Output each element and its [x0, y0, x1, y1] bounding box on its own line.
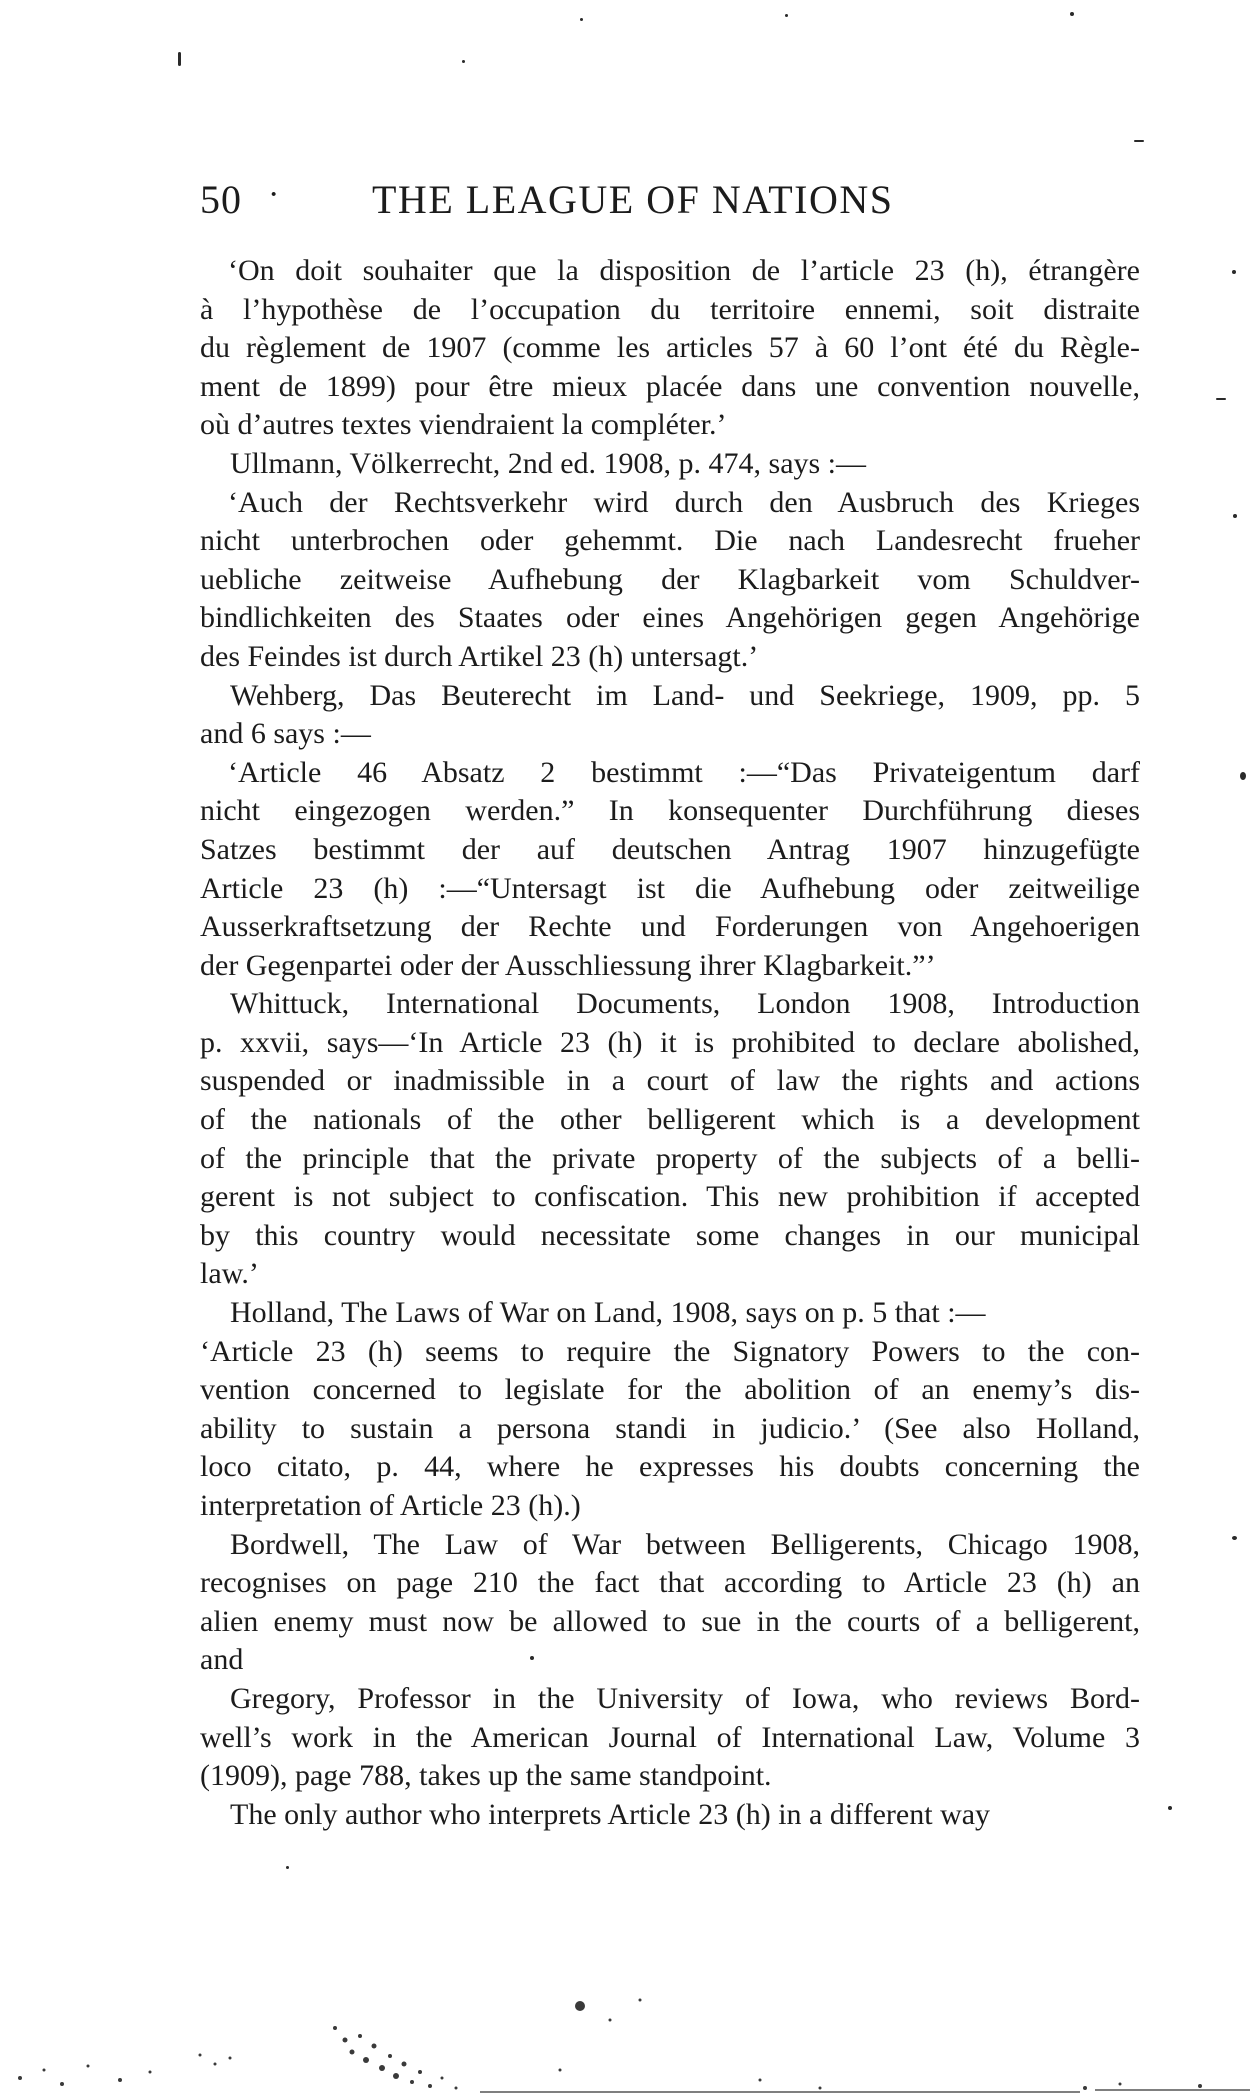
text-line: suspended or inadmissible in a court of law the rights and actions — [200, 1064, 1140, 1098]
text-line: Ullmann, Völkerrecht, 2nd ed. 1908, p. 474, says :— — [230, 446, 867, 480]
text-line: law.’ — [200, 1257, 259, 1291]
body-text — [200, 252, 1140, 1834]
text-line: vention concerned to legislate for the abolition of an enemy’s dis- — [200, 1373, 1140, 1407]
text-line: and — [200, 1643, 244, 1677]
page-number: 50 — [200, 177, 242, 222]
text-line: der Gegenpartei oder der Ausschliessung ihrer Klagbarkeit.”’ — [200, 948, 936, 982]
text-line: gerent is not subject to confiscation. This new prohibition if accepted — [200, 1180, 1140, 1214]
text-line: bindlichkeiten des Staates oder eines Angehörigen gegen Angehörige — [200, 601, 1140, 635]
text-line: p. xxvii, says—‘In Article 23 (h) it is prohibited to declare abolished, — [200, 1025, 1140, 1059]
text-line: ability to sustain a persona standi in judicio.’ (See also Holland, — [200, 1411, 1140, 1445]
text-line: Wehberg, Das Beuterecht im Land- und Seekriege, 1909, pp. 5 — [230, 678, 1140, 712]
text-line: ‘Auch der Rechtsverkehr wird durch den Ausbruch des Krieges — [228, 485, 1140, 519]
text-line: by this country would necessitate some changes in our municipal — [200, 1218, 1140, 1252]
speck — [1216, 398, 1226, 400]
text-line: des Feindes ist durch Artikel 23 (h) untersagt.’ — [200, 639, 759, 673]
text-line: ment de 1899) pour être mieux placée dans une convention nouvelle, — [200, 369, 1140, 403]
text-line: (1909), page 788, takes up the same standpoint. — [200, 1759, 772, 1793]
text-line: uebliche zeitweise Aufhebung der Klagbarkeit vom Schuldver- — [200, 562, 1140, 596]
speck — [580, 18, 583, 21]
speck — [1232, 270, 1236, 274]
speck — [1168, 1806, 1172, 1810]
text-line: of the nationals of the other belligerent which is a development — [200, 1103, 1140, 1137]
text-line: loco citato, p. 44, where he expresses his doubts concerning the — [200, 1450, 1140, 1484]
speck — [1240, 772, 1246, 780]
text-line: Bordwell, The Law of War between Belligerents, Chicago 1908, — [230, 1527, 1140, 1561]
page-header — [200, 176, 1140, 226]
speck — [178, 52, 181, 66]
text-line: Holland, The Laws of War on Land, 1908, says on p. 5 that :— — [230, 1296, 986, 1330]
scan-noise — [0, 1960, 1250, 2095]
text-line: ‘On doit souhaiter que la disposition de l’article 23 (h), étrangère — [228, 254, 1140, 287]
speck — [1070, 12, 1074, 16]
text-line: recognises on page 210 the fact that according to Article 23 (h) an — [200, 1566, 1140, 1600]
text-line: Ausserkraftsetzung der Rechte und Forderungen von Angehoerigen — [200, 910, 1140, 944]
speck — [1134, 140, 1144, 142]
text-line: ‘Article 23 (h) seems to require the Signatory Powers to the con- — [200, 1334, 1140, 1368]
speck — [1232, 1536, 1237, 1540]
header-separator: · — [268, 176, 280, 213]
text-line: ‘Article 46 Absatz 2 bestimmt :—“Das Privateigentum darf — [228, 755, 1140, 789]
text-line: où d’autres textes viendraient la compléter.’ — [200, 408, 727, 442]
text-line: à l’hypothèse de l’occupation du territoire ennemi, soit distraite — [200, 292, 1140, 326]
text-line: nicht eingezogen werden.” In konsequenter Durchführung dieses — [200, 794, 1140, 828]
text-line: Gregory, Professor in the University of Iowa, who reviews Bord- — [230, 1681, 1140, 1715]
text-line: nicht unterbrochen oder gehemmt. Die nach Landesrecht frueher — [200, 524, 1140, 558]
speck — [1233, 514, 1237, 518]
speck — [530, 1656, 534, 1660]
text-line: The only author who interprets Article 23 (h) in a different way — [230, 1797, 991, 1831]
text-line: Satzes bestimmt der auf deutschen Antrag 1907 hinzugefügte — [200, 832, 1140, 866]
text-line: well’s work in the American Journal of International Law, Volume 3 — [200, 1720, 1140, 1754]
text-line: interpretation of Article 23 (h).) — [200, 1489, 581, 1522]
text-line: alien enemy must now be allowed to sue in the courts of a belligerent, — [200, 1604, 1140, 1638]
speck — [462, 60, 465, 63]
speck — [286, 1866, 289, 1869]
speck — [785, 14, 788, 17]
text-line: and 6 says :— — [200, 717, 371, 751]
text-line: Article 23 (h) :—“Untersagt ist die Aufhebung oder zeitweilige — [200, 871, 1140, 905]
text-line: du règlement de 1907 (comme les articles 57 à 60 l’ont été du Règle- — [200, 331, 1140, 365]
text-line: of the principle that the private property of the subjects of a belli- — [200, 1141, 1140, 1175]
running-title: THE LEAGUE OF NATIONS — [372, 177, 894, 222]
text-line: Whittuck, International Documents, London 1908, Introduction — [230, 987, 1140, 1021]
